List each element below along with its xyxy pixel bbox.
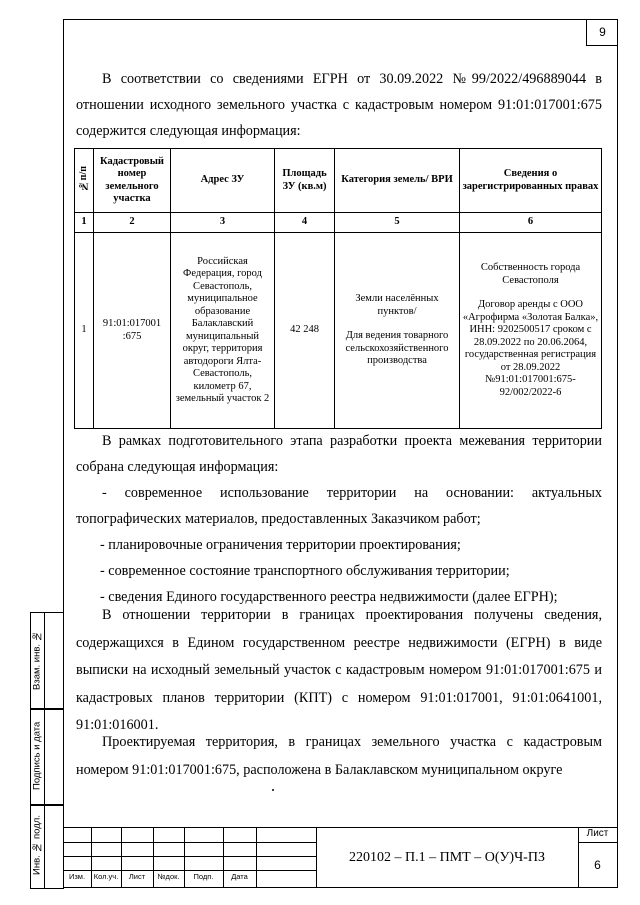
header-category: Категория земель/ ВРИ — [335, 149, 460, 213]
title-block-line — [256, 828, 257, 888]
side-label-inventory: Инв. № подл. — [31, 815, 43, 876]
stamp-col-change: Изм. — [68, 872, 86, 881]
title-block-line — [63, 856, 316, 857]
rights-owner: Собственность города Севастополя — [480, 262, 581, 286]
stamp-col-sheet: Лист — [128, 872, 146, 881]
col-number: 6 — [460, 213, 602, 233]
frame-right — [617, 19, 618, 888]
header-num: №п/п — [75, 149, 94, 213]
side-cell — [44, 708, 64, 806]
land-plot-table — [74, 148, 602, 429]
stamp-col-count: Кол.уч. — [93, 872, 119, 881]
bullet-restrictions: - планировочные ограничения территории проектирования; — [100, 537, 461, 553]
header-cadastral: Кадастровый номер земельного участка — [94, 149, 171, 213]
side-cell — [44, 612, 64, 710]
col-number: 5 — [335, 213, 460, 233]
header-address: Адрес ЗУ — [171, 149, 275, 213]
paragraph-egrn-data: В отношении территории в границах проектирования получены сведения, содержащихся в Едином государственном реестре недвижимости (ЕГРН) в виде выписки на исходный земельный участок с кадастровым номером 91:01:017001:675 и кадастровых планов территории (КПТ) с номером 91:01:017001, 91:01:0641001, 91:01:016001. — [76, 607, 602, 733]
intro-paragraph: В соответствии со сведениями ЕГРН от 30.09.2022 №99/2022/496889044 в отношении исходного земельного участка с кадастровым номером 91:01:017001:675 содержится следующая информация: — [76, 71, 602, 139]
col-number: 3 — [171, 213, 275, 233]
col-number: 4 — [275, 213, 335, 233]
rights-lease: Договор аренды с ООО «Агрофирма «Золотая Балка», ИНН: 9202500517 сроком с 28.09.2022 по 20.06.2064, государственная регистрация от 28.09.2022 №91:01:017001:675-92/002/2022-6 — [462, 299, 599, 398]
cell-area: 42 248 — [275, 233, 335, 429]
cell-category — [335, 233, 460, 429]
paragraph-preparation: В рамках подготовительного этапа разработки проекта межевания территории собрана следующая информация: — [76, 433, 602, 475]
mark-dot — [272, 789, 274, 791]
cell-rights — [460, 233, 602, 429]
frame-top — [63, 19, 617, 20]
side-label-signature: Подпись и дата — [31, 721, 43, 791]
cell-cadastral: 91:01:017001 :675 — [94, 233, 171, 429]
col-number: 2 — [94, 213, 171, 233]
header-rights: Сведения о зарегистрированных правах — [460, 149, 602, 213]
table-row — [75, 233, 602, 429]
bullet-egrn: - сведения Единого государственного реестра недвижимости (далее ЕГРН); — [100, 589, 558, 605]
col-number: 1 — [75, 213, 94, 233]
stamp-col-date: Дата — [231, 872, 248, 881]
vri-text: Для ведения товарного сельскохозяйственного производства — [345, 330, 449, 367]
document-code: 220102 – П.1 – ПМТ – О(У)Ч-ПЗ — [349, 850, 545, 865]
side-cell — [44, 804, 64, 889]
bullet-usage: - современное использование территории на основании: актуальных топографических материалов, предоставленных Заказчиком работ; — [76, 485, 602, 527]
title-block-line — [63, 842, 316, 843]
header-area: Площадь ЗУ (кв.м) — [275, 149, 335, 213]
title-block — [63, 827, 617, 888]
sheet-label: Лист — [586, 828, 609, 839]
sheet-number: 6 — [594, 858, 601, 872]
cell-num: 1 — [75, 233, 94, 429]
stamp-col-sign: Подп. — [193, 872, 214, 881]
category-text: Земли населённых пунктов/ — [355, 293, 439, 317]
title-block-line — [63, 870, 316, 871]
page-number: 9 — [586, 19, 618, 46]
stamp-col-doc: №док. — [157, 872, 180, 881]
side-label-replaced: Взам. инв. № — [31, 630, 43, 690]
paragraph-territory: Проектируемая территория, в границах земельного участка с кадастровым номером 91:01:017001:675, расположена в Балаклавском муниципальном округе — [76, 734, 602, 778]
bullet-transport: - современное состояние транспортного обслуживания территории; — [100, 563, 510, 579]
cell-address: Российская Федерация, город Севастополь, муниципальное образование Балаклавский муниципальный округ, территория автодороги Ялта-Севастополь, километр 67, земельный участок 2 — [171, 233, 275, 429]
